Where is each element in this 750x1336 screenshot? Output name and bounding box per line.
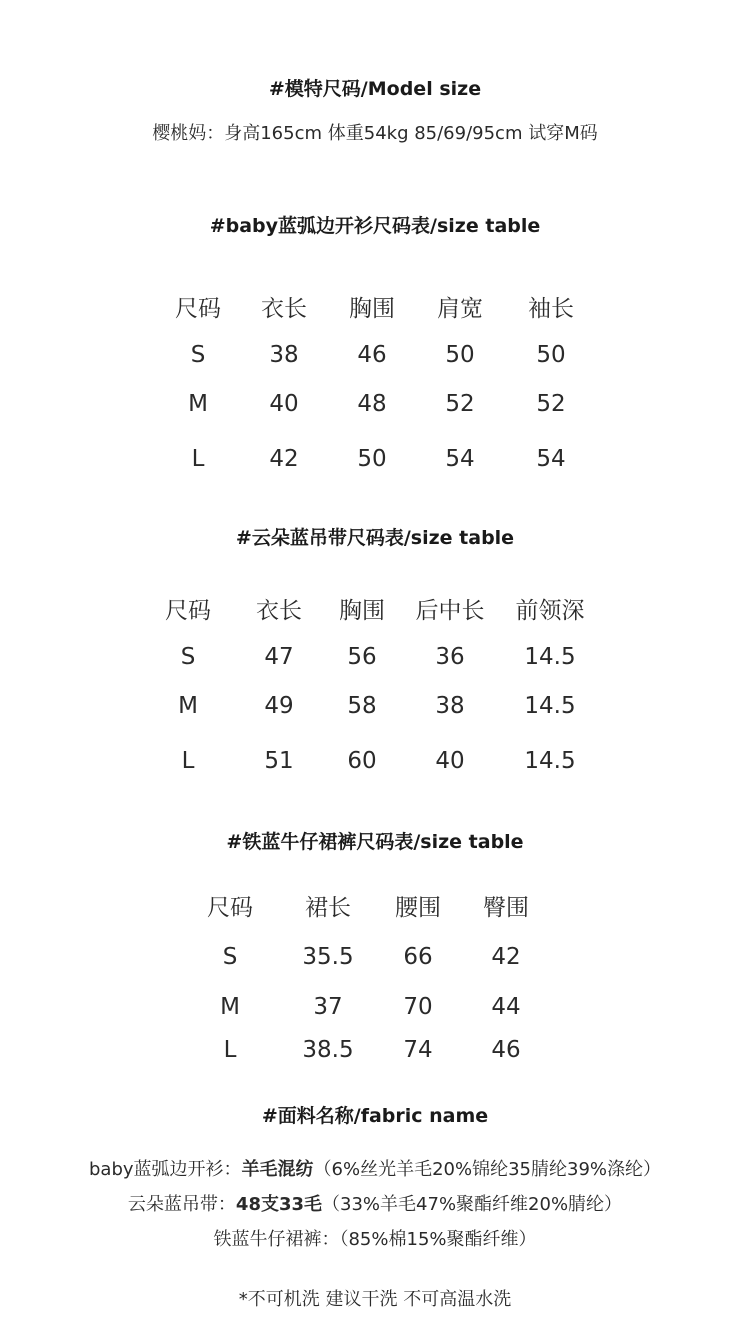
table-header: 尺码 [175,296,221,322]
table-cell: 38.5 [302,1037,354,1063]
table-cell: 42 [269,446,299,472]
fabric-detail: （33%羊毛47%聚酯纤维20%腈纶） [322,1194,623,1215]
table-cell: 52 [536,391,566,417]
table-cell: 70 [403,994,433,1020]
table-cell: L [181,748,195,774]
table-cell: 48 [357,391,387,417]
table-cell: 54 [536,446,566,472]
table-cell: 50 [445,342,475,368]
table-cell: 54 [445,446,475,472]
table-cell: 40 [435,748,465,774]
fabric-highlight: 48支33毛 [235,1194,323,1215]
table-cell: 35.5 [302,944,354,970]
fabric-detail: （6%丝光羊毛20%锦纶35腈纶39%涤纶） [313,1159,662,1180]
table-cell: 14.5 [524,693,576,719]
table-header: 前领深 [515,598,585,624]
fabric-label: 云朵蓝吊带： [127,1194,236,1215]
table-cell: 37 [313,994,343,1020]
table-cell: L [223,1037,237,1063]
table-header: 衣长 [261,296,307,322]
table-cell: 42 [491,944,521,970]
table-cell: 66 [403,944,433,970]
table-cell: 60 [347,748,377,774]
table-header: 胸围 [339,598,385,624]
table-cell: 14.5 [524,748,576,774]
table-cell: 46 [357,342,387,368]
skort-size-heading: #铁蓝牛仔裙裤尺码表/size table [226,831,524,853]
fabric-heading: #面料名称/fabric name [261,1105,489,1127]
table-cell: 52 [445,391,475,417]
table-cell: 38 [269,342,299,368]
table-cell: M [220,994,240,1020]
fabric-line-skort [0,1225,750,1251]
table-header: 裙长 [305,895,351,921]
table-cell: 46 [491,1037,521,1063]
table-header: 胸围 [349,296,395,322]
table-cell: M [178,693,198,719]
table-cell: S [180,644,196,670]
fabric-highlight: 羊毛混纺 [241,1159,314,1180]
table-cell: S [190,342,206,368]
table-cell: 47 [264,644,294,670]
fabric-detail: （85%棉15%聚酯纤维） [339,1229,537,1250]
table-cell: 50 [357,446,387,472]
table-cell: 56 [347,644,377,670]
table-header: 袖长 [528,296,574,322]
table-header: 腰围 [395,895,441,921]
care-note: *不可机洗 建议干洗 不可高温水洗 [238,1289,512,1310]
table-cell: 44 [491,994,521,1020]
table-header: 肩宽 [437,296,483,322]
table-cell: 40 [269,391,299,417]
table-cell: 14.5 [524,644,576,670]
table-cell: 49 [264,693,294,719]
table-cell: 50 [536,342,566,368]
model-size-heading: #模特尺码/Model size [268,78,482,100]
fabric-label: 铁蓝牛仔裙裤： [213,1229,340,1250]
model-size-info: 樱桃妈：身高165cm 体重54kg 85/69/95cm 试穿M码 [152,123,598,144]
table-cell: 38 [435,693,465,719]
table-cell: 74 [403,1037,433,1063]
table-header: 臀围 [483,895,529,921]
table-header: 后中长 [415,598,485,624]
table-cell: S [222,944,238,970]
table-header: 尺码 [207,895,253,921]
table-cell: 36 [435,644,465,670]
cardigan-size-heading: #baby蓝弧边开衫尺码表/size table [209,215,541,237]
fabric-line-camisole [0,1190,750,1216]
fabric-line-cardigan [0,1155,750,1181]
table-cell: 58 [347,693,377,719]
table-cell: 51 [264,748,294,774]
table-header: 衣长 [256,598,302,624]
table-cell: M [188,391,208,417]
fabric-label: baby蓝弧边开衫： [88,1159,242,1180]
table-cell: L [191,446,205,472]
table-header: 尺码 [165,598,211,624]
camisole-size-heading: #云朵蓝吊带尺码表/size table [235,527,515,549]
